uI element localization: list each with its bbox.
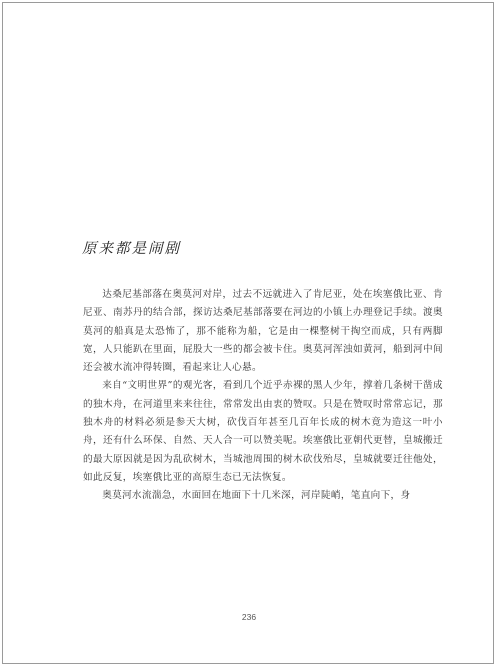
chapter-title: 原来都是闹剧 bbox=[82, 241, 181, 257]
paragraph-1: 达桑尼基部落在奥莫河对岸，过去不远就进入了肯尼亚，处在埃塞俄比亚、肯尼亚、南苏丹的结合部，探访达桑尼基部落要在河边的小镇上办理登记手续。渡奥莫河的船真是太恐怖了，那不能称为船，它是由一棵整树干掏空而成，只有两脚宽，人只能趴在里面，屁股大一些的都会被卡住。奥莫河浑浊如黄河，船到河中间还会被水流冲得转圈，看起来让人心悬。 bbox=[83, 289, 443, 374]
body-text bbox=[83, 286, 443, 506]
page-number: 236 bbox=[241, 612, 257, 622]
paragraph-3: 奥莫河水流湍急，水面回在地面下十几米深，河岸陡峭，笔直向下，身 bbox=[102, 490, 411, 502]
paragraph-2: 来自“文明世界”的观光客，看到几个近乎赤裸的黑人少年，撑着几条树干凿成的独木舟，在河道里来来往往，常常发出由衷的赞叹。只是在赞叹时常常忘记，那独木舟的材料必须是参天大树，砍伐百年甚至几百年长成的树木竟为造这一叶小舟，还有什么环保、自然、天人合一可以赞美呢。埃塞俄比亚朝代更替，皇城搬迁的最大原因就是因为乱砍树木，当城池周围的树木砍伐殆尽，皇城就要迁往他处，如此反复，埃塞俄比亚的高原生态已无法恢复。 bbox=[83, 380, 443, 483]
